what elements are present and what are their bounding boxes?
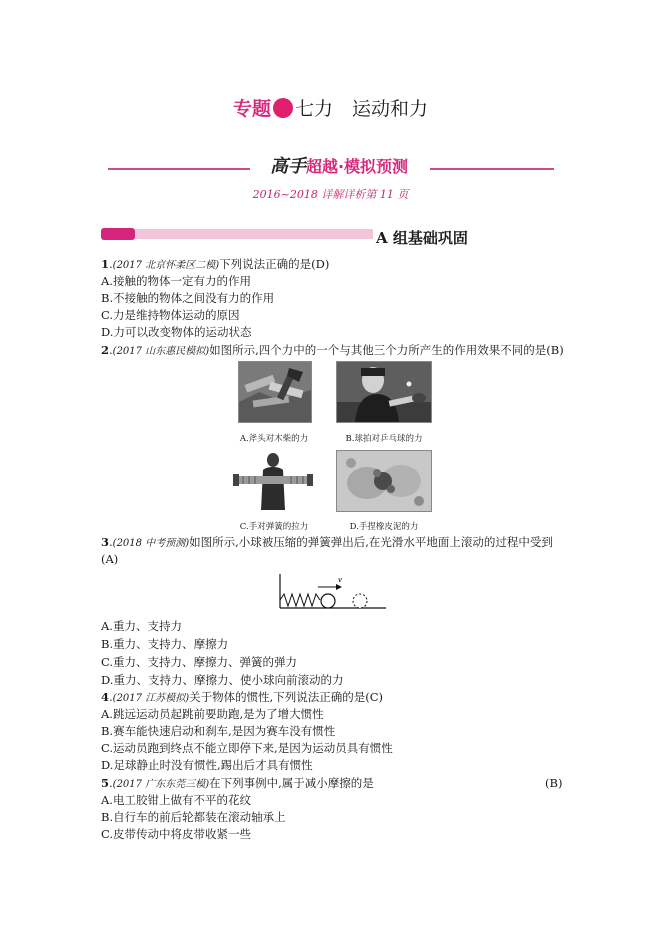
question-source: (2017 山东惠民模拟) <box>112 346 210 357</box>
caption-d: D.手捏橡皮泥的力 <box>349 522 419 532</box>
question-stem: 如图所示,四个力中的一个与其他三个力所产生的作用效果不同的是(B) <box>209 343 564 357</box>
question-source: (2017 广东东莞三模) <box>112 779 210 790</box>
question-stem: 关于物体的惯性,下列说法正确的是(C) <box>189 690 384 704</box>
caption-b: B.球拍对乒乓球的力 <box>345 434 423 444</box>
page-title <box>0 94 661 124</box>
banner-brush: 高手 <box>269 156 306 177</box>
divider-right <box>430 168 554 170</box>
section-marker <box>101 228 135 240</box>
question-4: 4.(2017 江苏模拟)关于物体的惯性,下列说法正确的是(C) <box>101 690 384 704</box>
option: D.重力、支持力、摩擦力、使小球向前滚动的力 <box>101 673 344 687</box>
question-source: (2018 中考预测) <box>112 538 190 549</box>
section-bar <box>135 229 373 239</box>
question-1: 1.(2017 北京怀柔区二模)下列说法正确的是(D) <box>101 257 330 271</box>
title-rest: 七力 运动和力 <box>295 98 429 120</box>
question-5: 5.(2017 广东东莞三模)在下列事例中,属于减小摩擦的是 <box>101 776 374 790</box>
question-number: 5 <box>101 776 110 790</box>
option: A.电工胶钳上做有不平的花纹 <box>101 793 251 807</box>
answer: (B) <box>545 776 563 790</box>
question-source: (2017 北京怀柔区二模) <box>112 260 220 271</box>
option: B.自行车的前后轮都装在滚动轴承上 <box>101 810 286 824</box>
option: A.跳远运动员起跳前要助跑,是为了增大惯性 <box>101 707 324 721</box>
caption-a: A.斧头对木柴的力 <box>239 434 309 444</box>
option: D.力可以改变物体的运动状态 <box>101 325 252 339</box>
photo-spring-stretch <box>233 450 313 510</box>
option: A.接触的物体一定有力的作用 <box>101 274 251 288</box>
question-number: 1 <box>101 257 110 271</box>
question-2: 2.(2017 山东惠民模拟)如图所示,四个力中的一个与其他三个力所产生的作用效果不同的是(B) <box>101 343 564 357</box>
photo-axe-wood <box>238 361 312 423</box>
title-prefix: 专题 <box>232 98 271 120</box>
question-3: 3.(2018 中考预测)如图所示,小球被压缩的弹簧弹出后,在光滑水平地面上滚动的过程中受到 <box>101 535 553 549</box>
option: B.重力、支持力、摩擦力 <box>101 637 229 651</box>
velocity-label: v <box>338 576 342 584</box>
banner-text: 超越·模拟预测 <box>305 157 409 176</box>
option: D.足球静止时没有惯性,踢出后才具有惯性 <box>101 758 313 772</box>
question-stem: 如图所示,小球被压缩的弹簧弹出后,在光滑水平地面上滚动的过程中受到 <box>189 535 553 549</box>
option: B.不接触的物体之间没有力的作用 <box>101 291 275 305</box>
divider-left <box>108 168 250 170</box>
answer-page-note: 2016~2018 详解详析第 11 页 <box>252 188 409 201</box>
option: C.重力、支持力、摩擦力、弹簧的弹力 <box>101 655 298 669</box>
option: B.赛车能快速启动和刹车,是因为赛车没有惯性 <box>101 724 336 738</box>
option: C.皮带传动中将皮带收紧一些 <box>101 827 252 841</box>
spring-ball-diagram <box>270 572 390 612</box>
question-number: 2 <box>101 343 110 357</box>
photo-clay-squeeze <box>336 450 432 512</box>
title-dot-icon <box>273 98 293 118</box>
question-stem: 下列说法正确的是(D) <box>219 257 330 271</box>
section-banner <box>249 152 429 180</box>
section-title: A 组基础巩固 <box>376 229 468 247</box>
question-stem: 在下列事例中,属于减小摩擦的是 <box>209 776 374 790</box>
option: A.重力、支持力 <box>101 619 182 633</box>
photo-table-tennis <box>336 361 432 423</box>
question-source: (2017 江苏模拟) <box>112 693 190 704</box>
option: C.力是维持物体运动的原因 <box>101 308 240 322</box>
question-number: 4 <box>101 690 110 704</box>
answer: (A) <box>101 552 119 566</box>
option: C.运动员跑到终点不能立即停下来,是因为运动员具有惯性 <box>101 741 393 755</box>
caption-c: C.手对弹簧的拉力 <box>239 522 309 532</box>
question-number: 3 <box>101 535 110 549</box>
